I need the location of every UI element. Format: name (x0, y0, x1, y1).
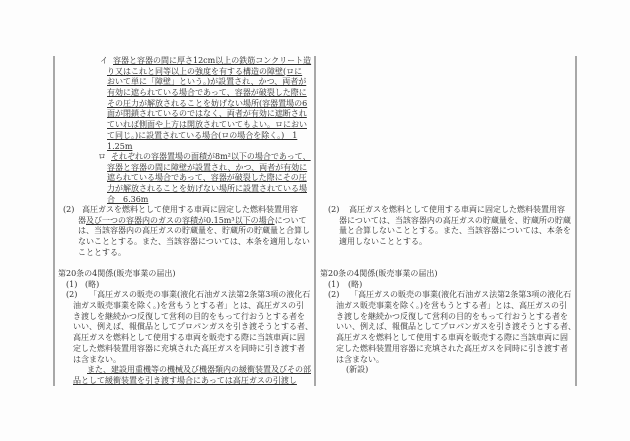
text-line (73, 344, 313, 355)
text-line (78, 226, 310, 237)
text-segment: 高圧ガスを燃料として使用する車両を販売する際に当該車両に固 (336, 333, 568, 343)
text-segment: 容器と容器の間に障壁が設置され、かつ、両者が有効に (107, 162, 308, 172)
text-line (336, 333, 576, 344)
text-line (63, 205, 310, 216)
text-segment: ないこととする。また、当該容器については、本条を適用しない (78, 237, 310, 247)
text-line (73, 333, 313, 344)
text-line (66, 290, 313, 301)
text-line (336, 344, 576, 355)
text-line (73, 301, 313, 312)
text-segment: 定した燃料装置用容器に充填された高圧ガスを同時に引き渡す者 (73, 343, 305, 353)
text-line (78, 216, 310, 227)
text-line (107, 109, 311, 120)
text-segment: おいて単に「障壁」という。)が設置され、かつ、両者が (107, 77, 307, 87)
table-left-border (53, 56, 55, 386)
text-line (336, 322, 576, 333)
text-line (107, 163, 311, 174)
underlined-text: 品として緩衝装置を引き渡す場合にあっては高圧ガスの引渡し (73, 375, 297, 385)
text-line (328, 205, 571, 216)
text-line (336, 355, 576, 366)
text-segment: 油ガス販売事業を除く。)を営もうとする者」とは、高圧ガスの引 (336, 301, 567, 311)
text-line (78, 248, 310, 259)
text-line (107, 88, 311, 99)
text-line (73, 376, 311, 387)
text-segment: 器 (78, 215, 86, 225)
left-section-item-1 (66, 279, 100, 291)
left-section-item-2-addition (73, 365, 311, 386)
left-section-item-2 (66, 290, 313, 365)
text-segment: いい、例えば、報償品としてプロパンガスを引き渡そうとする者、 (73, 322, 313, 332)
text-segment: 遮られている場合であって、容器が破裂した際にその圧 (107, 173, 307, 183)
item-marker: イ (100, 56, 108, 65)
left-section-heading: 第20条の4関係(販売事業の届出) (58, 269, 176, 278)
text-segment: 高圧ガスを燃料として使用する車両に固定した燃料装置用容 (349, 205, 565, 214)
text-line (336, 301, 576, 312)
text-line (339, 216, 571, 227)
text-line (107, 184, 311, 195)
text-line (107, 77, 311, 88)
left-item-ro (98, 152, 311, 205)
text-segment: (略) (348, 279, 363, 289)
text-segment: 容器と容器の間に厚さ12cm以上の鉄筋コンクリート造 (113, 56, 312, 65)
text-line (107, 131, 311, 142)
text-line (73, 312, 313, 323)
text-segment: 器については、当該容器内の高圧ガスの貯蔵量を、貯蔵所の貯蔵 (339, 215, 571, 225)
text-line (78, 237, 310, 248)
text-line (328, 279, 363, 291)
text-segment: 1.25m (107, 141, 133, 151)
underlined-text: 及び一つの容器内のガスの容積が0.15m³以下の場合 (86, 215, 275, 225)
item-marker: (1) (66, 279, 78, 289)
table-column-divider (314, 56, 316, 386)
text-line (107, 120, 311, 131)
text-segment: こととする。 (78, 247, 126, 257)
text-line (107, 195, 311, 206)
text-line (100, 56, 312, 67)
text-segment: 力が解放されることを妨げない場所に設置されている場 (107, 184, 307, 194)
right-section-heading: 第20条の4関係(販売事業の届出) (320, 269, 438, 278)
right-paragraph-2 (328, 205, 571, 248)
underlined-text: また、建設用重機等の機械及び機器類内の緩衝装置及びその部 (87, 365, 311, 375)
text-line (328, 290, 576, 301)
text-segment: 油ガス販売事業を除く。)を営もうとする者」とは、高圧ガスの引 (73, 301, 304, 311)
text-segment: 高圧ガスを燃料として使用する車両を販売する際に当該車両に固 (73, 333, 305, 343)
text-segment: について (274, 215, 307, 225)
text-line (66, 279, 100, 291)
text-line (107, 99, 311, 110)
text-line (339, 237, 571, 248)
item-marker: (2) (63, 205, 75, 214)
text-segment: て同じ。)に設置されている場合(ロの場合を除く。) 1 (107, 130, 298, 140)
text-line (73, 355, 313, 366)
item-marker: (1) (328, 279, 340, 289)
text-segment: は含まない。 (73, 354, 121, 364)
text-line (73, 365, 311, 376)
text-line (107, 173, 311, 184)
left-item-i (100, 56, 312, 152)
text-line (107, 67, 311, 78)
item-marker: ロ (98, 152, 106, 161)
text-line (107, 142, 311, 153)
text-segment: その圧力が解放されることを妨げない場所(容器置場の6 (107, 98, 308, 108)
text-segment: き渡しを継続かつ反復して営利の目的をもって行おうとする者を (336, 311, 568, 321)
text-segment: 適用しないこととする。 (339, 237, 427, 247)
text-line (336, 312, 576, 323)
text-segment: り又はこれと同等以上の強度を有する構造の障壁(ロに (107, 66, 303, 76)
text-segment: は含まない。 (336, 354, 384, 364)
left-paragraph-2 (63, 205, 310, 258)
text-line (98, 152, 311, 163)
text-segment: 高圧ガスを燃料として使用する車両に固定した燃料装置用容 (82, 205, 298, 214)
text-segment: 合 6.36m (107, 194, 149, 204)
text-segment: 面が閉鎖されているのではなく、両者が有効に遮断され (107, 109, 307, 119)
text-segment: 有効に遮られている場合であって、容器が破裂した際に (107, 88, 307, 98)
text-segment: それぞれの容器置場の面積が8m²以下の場合であって、 (111, 152, 311, 161)
text-segment: ていれば側面や上方は開放されていてもよい。ロにおい (107, 120, 307, 130)
right-new-provision-note: (新設) (346, 365, 369, 375)
text-line (73, 322, 313, 333)
right-section-item-2 (328, 290, 576, 365)
text-segment: いい、例えば、報償品としてプロパンガスを引き渡そうとする者、 (336, 322, 576, 332)
text-segment: き渡しを継続かつ反復して営利の目的をもって行おうとする者を (73, 311, 305, 321)
item-marker: (2) (66, 290, 78, 300)
text-segment: 「高圧ガスの販売の事業(液化石油ガス法第2条第3項の液化石 (350, 290, 572, 300)
text-segment: 「高圧ガスの販売の事業(液化石油ガス法第2条第3項の液化石 (89, 290, 311, 300)
text-segment: (略) (85, 279, 100, 289)
text-segment: 量と合算しないこととする。また、当該容器については、本条を (339, 226, 571, 236)
text-line (339, 226, 571, 237)
item-marker: (2) (328, 290, 340, 300)
text-segment: 定した燃料装置用容器に充填された高圧ガスを同時に引き渡す者 (336, 343, 568, 353)
right-section-item-1 (328, 279, 363, 291)
text-segment: は、当該容器内の高圧ガスの貯蔵量を、貯蔵所の貯蔵量と合算し (78, 226, 310, 236)
item-marker: (2) (328, 205, 340, 214)
